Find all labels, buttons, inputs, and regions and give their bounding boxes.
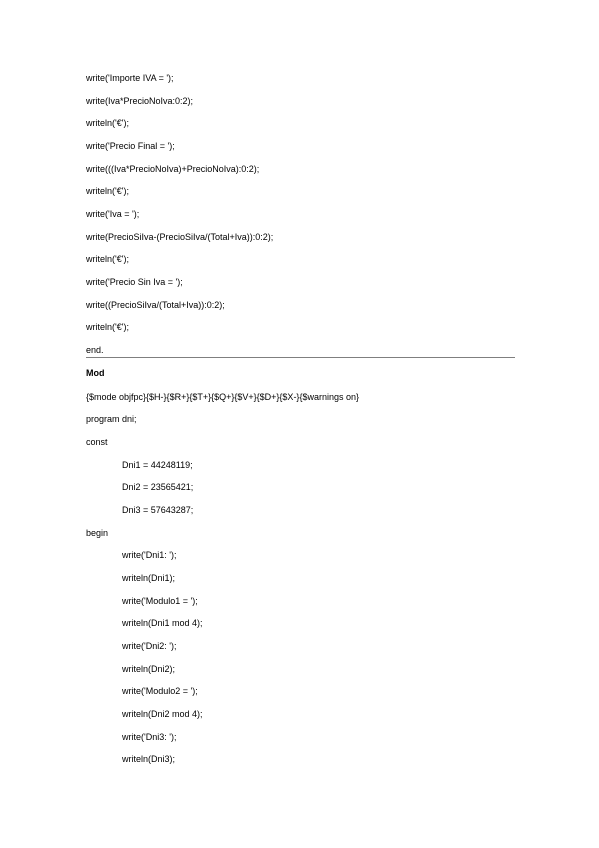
code-line: writeln(Dni2); [122, 664, 176, 674]
section-divider [86, 357, 515, 358]
code-line: write('Dni3: '); [122, 732, 177, 742]
code-line: writeln('€'); [86, 322, 129, 332]
code-line: writeln(Dni3); [122, 754, 176, 764]
program-declaration: program dni; [86, 414, 137, 424]
code-line: write('Precio Final = '); [86, 141, 175, 151]
compiler-directives: {$mode objfpc}{$H-}{$R+}{$T+}{$Q+}{$V+}{$D+}{$X-}{$warnings on} [86, 392, 359, 402]
code-line: write('Importe IVA = '); [86, 73, 174, 83]
const-line: Dni3 = 57643287; [122, 505, 194, 515]
code-line: write(((Iva*PrecioNoIva)+PrecioNoIva):0:2); [86, 164, 260, 174]
code-line: writeln('€'); [86, 118, 129, 128]
code-line: write(Iva*PrecioNoIva:0:2); [86, 96, 194, 106]
code-line: write('Modulo2 = '); [122, 686, 198, 696]
code-line: writeln(Dni2 mod 4); [122, 709, 203, 719]
code-line: writeln(Dni1 mod 4); [122, 618, 203, 628]
code-line: writeln(Dni1); [122, 573, 176, 583]
code-line: end. [86, 345, 104, 355]
const-keyword: const [86, 437, 108, 447]
code-line: write('Modulo1 = '); [122, 596, 198, 606]
code-line: write(PrecioSiIva-(PrecioSiIva/(Total+Iva)):0:2); [86, 232, 274, 242]
begin-keyword: begin [86, 528, 109, 538]
const-line: Dni2 = 23565421; [122, 482, 194, 492]
section-heading: Mod [86, 368, 105, 378]
code-line: write('Iva = '); [86, 209, 140, 219]
code-line: write('Precio Sin Iva = '); [86, 277, 183, 287]
const-line: Dni1 = 44248119; [122, 460, 193, 470]
code-line: writeln('€'); [86, 186, 129, 196]
code-line: write('Dni1: '); [122, 550, 177, 560]
code-line: write('Dni2: '); [122, 641, 177, 651]
code-line: writeln('€'); [86, 254, 129, 264]
code-line: write((PrecioSiIva/(Total+Iva)):0:2); [86, 300, 225, 310]
